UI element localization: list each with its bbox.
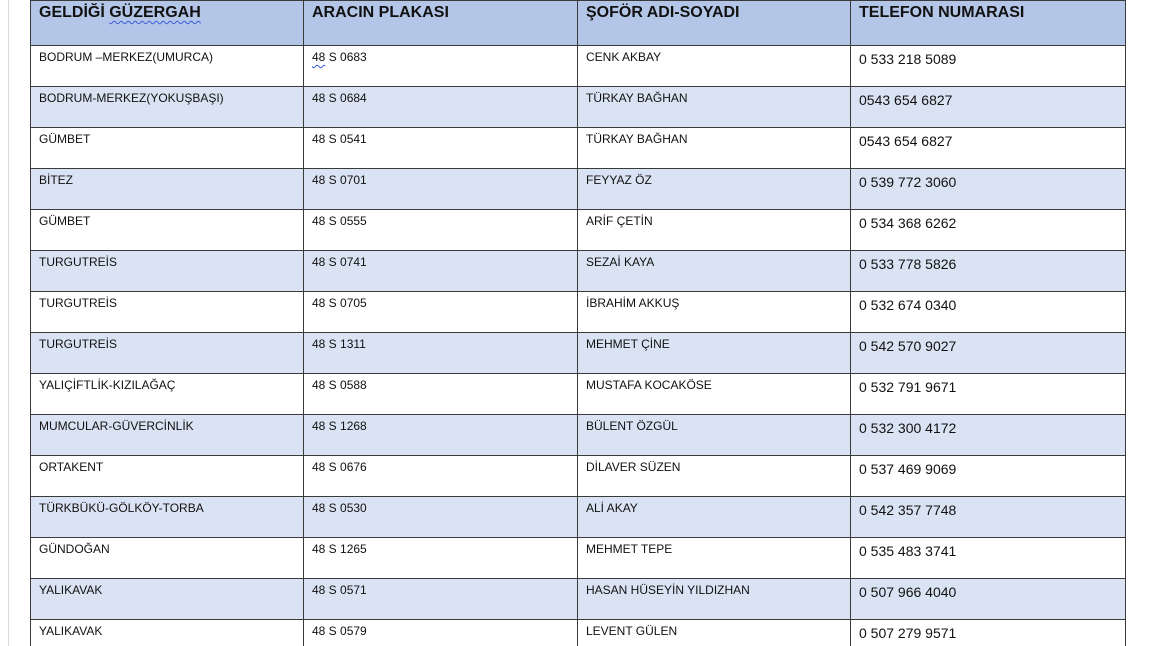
route-cell: BODRUM –MERKEZ(UMURCA)	[31, 46, 304, 87]
driver-cell: SEZAİ KAYA	[578, 251, 851, 292]
driver-cell: İBRAHİM AKKUŞ	[578, 292, 851, 333]
route-cell: TURGUTREİS	[31, 292, 304, 333]
spellcheck-word: 48	[312, 50, 326, 64]
phone-cell: 0 533 218 5089	[851, 46, 1126, 87]
driver-cell: HASAN HÜSEYİN YILDIZHAN	[578, 579, 851, 620]
driver-cell: ALİ AKAY	[578, 497, 851, 538]
phone-cell: 0543 654 6827	[851, 128, 1126, 169]
driver-cell: MEHMET ÇİNE	[578, 333, 851, 374]
plate-cell: 48 S 0530	[304, 497, 578, 538]
phone-cell: 0 532 300 4172	[851, 415, 1126, 456]
table-row	[31, 538, 1126, 579]
header-route: GELDİĞİ GÜZERGAH	[31, 1, 304, 46]
driver-cell: FEYYAZ ÖZ	[578, 169, 851, 210]
table-row	[31, 169, 1126, 210]
driver-cell: TÜRKAY BAĞHAN	[578, 87, 851, 128]
route-cell: ORTAKENT	[31, 456, 304, 497]
driver-cell: LEVENT GÜLEN	[578, 620, 851, 646]
route-cell: BİTEZ	[31, 169, 304, 210]
route-cell: YALIKAVAK	[31, 620, 304, 646]
phone-cell: 0 537 469 9069	[851, 456, 1126, 497]
plate-cell: 48 S 0705	[304, 292, 578, 333]
table-row	[31, 415, 1126, 456]
phone-cell: 0543 654 6827	[851, 87, 1126, 128]
route-cell: GÜNDOĞAN	[31, 538, 304, 579]
phone-cell: 0 507 279 9571	[851, 620, 1126, 646]
phone-cell: 0 533 778 5826	[851, 251, 1126, 292]
plate-cell: 48 S 1265	[304, 538, 578, 579]
driver-cell: MUSTAFA KOCAKÖSE	[578, 374, 851, 415]
header-plate: ARACIN PLAKASI	[304, 1, 578, 46]
header-phone: TELEFON NUMARASI	[851, 1, 1126, 46]
table-row	[31, 87, 1126, 128]
phone-cell: 0 542 570 9027	[851, 333, 1126, 374]
plate-cell: 48 S 0579	[304, 620, 578, 646]
transport-table	[30, 0, 1126, 646]
header-row	[31, 1, 1126, 46]
driver-cell: BÜLENT ÖZGÜL	[578, 415, 851, 456]
table-row	[31, 333, 1126, 374]
phone-cell: 0 542 357 7748	[851, 497, 1126, 538]
driver-cell: DİLAVER SÜZEN	[578, 456, 851, 497]
route-cell: YALIKAVAK	[31, 579, 304, 620]
plate-cell: 48 S 1311	[304, 333, 578, 374]
table-row	[31, 251, 1126, 292]
route-cell: GÜMBET	[31, 128, 304, 169]
phone-cell: 0 534 368 6262	[851, 210, 1126, 251]
table-row	[31, 620, 1126, 646]
table-row	[31, 128, 1126, 169]
table-row	[31, 579, 1126, 620]
route-cell: BODRUM-MERKEZ(YOKUŞBAŞI)	[31, 87, 304, 128]
plate-cell: 48 S 0571	[304, 579, 578, 620]
driver-cell: TÜRKAY BAĞHAN	[578, 128, 851, 169]
phone-cell: 0 532 674 0340	[851, 292, 1126, 333]
plate-cell: 48 S 0701	[304, 169, 578, 210]
plate-cell: 48 S 0588	[304, 374, 578, 415]
plate-cell: 48 S 1268	[304, 415, 578, 456]
plate-cell: 48 S 0541	[304, 128, 578, 169]
route-cell: TURGUTREİS	[31, 333, 304, 374]
driver-cell: ARİF ÇETİN	[578, 210, 851, 251]
table-row	[31, 292, 1126, 333]
phone-cell: 0 532 791 9671	[851, 374, 1126, 415]
phone-cell: 0 507 966 4040	[851, 579, 1126, 620]
phone-cell: 0 535 483 3741	[851, 538, 1126, 579]
driver-cell: MEHMET TEPE	[578, 538, 851, 579]
route-cell: GÜMBET	[31, 210, 304, 251]
plate-cell: 48 S 0555	[304, 210, 578, 251]
spellcheck-word: GÜZERGAH	[109, 4, 201, 21]
table-row	[31, 456, 1126, 497]
route-cell: YALIÇİFTLİK-KIZILAĞAÇ	[31, 374, 304, 415]
route-cell: MUMCULAR-GÜVERCİNLİK	[31, 415, 304, 456]
header-driver: ŞOFÖR ADI-SOYADI	[578, 1, 851, 46]
plate-cell: 48 S 0741	[304, 251, 578, 292]
driver-cell: CENK AKBAY	[578, 46, 851, 87]
route-cell: TURGUTREİS	[31, 251, 304, 292]
plate-cell: 48 S 0676	[304, 456, 578, 497]
table-row	[31, 497, 1126, 538]
plate-cell: 48 S 0684	[304, 87, 578, 128]
route-cell: TÜRKBÜKÜ-GÖLKÖY-TORBA	[31, 497, 304, 538]
table-row	[31, 210, 1126, 251]
plate-cell: 48 S 0683	[304, 46, 578, 87]
page-margin-line	[8, 0, 9, 646]
table-row	[31, 46, 1126, 87]
phone-cell: 0 539 772 3060	[851, 169, 1126, 210]
table-row	[31, 374, 1126, 415]
